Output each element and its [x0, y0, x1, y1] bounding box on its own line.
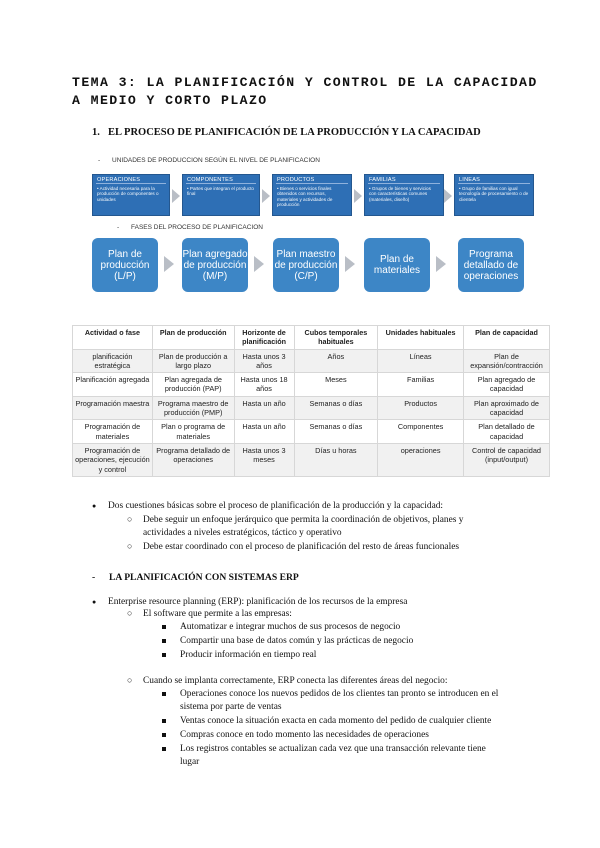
- unit-box-productos: [272, 174, 352, 216]
- table-cell: Plan agregado de capacidad: [464, 373, 550, 397]
- table-cell: Días u horas: [294, 443, 378, 476]
- planning-table: [72, 325, 550, 477]
- table-cell: Semanas o días: [294, 420, 378, 444]
- bullet-text: Operaciones conoce los nuevos pedidos de los clientes tan pronto se introducen en el: [180, 689, 499, 699]
- circle-bullet-icon: ○: [127, 675, 133, 685]
- arrow-icon: [262, 189, 270, 203]
- unit-body: • Grupos de bienes y servicios con características comunes (materiales, diseño): [369, 186, 431, 202]
- square-bullet-icon: [162, 653, 166, 657]
- section-2-title: LA PLANIFICACIÓN CON SISTEMAS ERP: [109, 572, 299, 583]
- square-bullet-icon: [162, 733, 166, 737]
- bullet-text: actividades a niveles estratégicos, táctico y operativo: [143, 528, 342, 538]
- units-heading: - UNIDADES DE PRODUCCION SEGÚN EL NIVEL DE PLANIFICACION: [98, 157, 320, 164]
- arrow-icon: [164, 256, 174, 272]
- table-cell: Plan o programa de materiales: [152, 420, 234, 444]
- unit-box-lineas: [454, 174, 534, 216]
- unit-title: COMPONENTES: [186, 175, 256, 184]
- table-cell: Productos: [378, 396, 464, 420]
- table-cell: Control de capacidad (input/output): [464, 443, 550, 476]
- arrow-icon: [172, 189, 180, 203]
- phase-box-1: Plan de producción (L/P): [92, 238, 158, 292]
- bullet-text: Ventas conoce la situación exacta en cada momento del pedido de cualquier cliente: [180, 716, 492, 726]
- bullet-text: Debe estar coordinado con el proceso de planificación del resto de áreas funcionales: [143, 542, 460, 552]
- table-header: Plan de capacidad: [464, 326, 550, 350]
- table-cell: Programación de materiales: [73, 420, 153, 444]
- table-cell: Plan de producción a largo plazo: [152, 349, 234, 373]
- table-cell: Programación de operaciones, ejecución y control: [73, 443, 153, 476]
- phases-heading: - FASES DEL PROCESO DE PLANIFICACION: [117, 224, 263, 231]
- table-cell: Hasta unos 18 años: [234, 373, 294, 397]
- bullet-dot-icon: ●: [92, 502, 97, 510]
- bullet-text: El software que permite a las empresas:: [143, 609, 292, 619]
- bullet-text: sistema por parte de ventas: [180, 702, 282, 712]
- bullet-text: lugar: [180, 757, 200, 767]
- arrow-icon: [354, 189, 362, 203]
- section-2-dash: -: [92, 572, 96, 583]
- phases-heading-text: FASES DEL PROCESO DE PLANIFICACION: [131, 224, 263, 231]
- table-header-row: [73, 326, 550, 350]
- table-cell: Componentes: [378, 420, 464, 444]
- table-cell: planificación estratégica: [73, 349, 153, 373]
- table-cell: Plan de expansión/contracción: [464, 349, 550, 373]
- section-heading: [92, 127, 481, 138]
- table-cell: Meses: [294, 373, 378, 397]
- table-cell: Planificación agregada: [73, 373, 153, 397]
- unit-title: PRODUCTOS: [276, 175, 348, 184]
- table-cell: Hasta unos 3 meses: [234, 443, 294, 476]
- table-cell: Años: [294, 349, 378, 373]
- table-header: Plan de producción: [152, 326, 234, 350]
- section-2-heading: [92, 572, 299, 583]
- square-bullet-icon: [162, 625, 166, 629]
- bullet-text: Enterprise resource planning (ERP): planificación de los recursos de la empresa: [108, 597, 408, 607]
- table-header: Horizonte de planificación: [234, 326, 294, 350]
- phase-box-4: Plan de materiales: [364, 238, 430, 292]
- table-row: [73, 373, 550, 397]
- circle-bullet-icon: ○: [127, 514, 133, 524]
- bullet-text: Compras conoce en todo momento las necesidades de operaciones: [180, 730, 429, 740]
- arrow-icon: [444, 189, 452, 203]
- table-cell: Hasta unos 3 años: [234, 349, 294, 373]
- unit-body: • Grupo de familias con igual tecnología de procesamiento o de clientela: [459, 186, 529, 202]
- table-row: [73, 420, 550, 444]
- bullet-text: Dos cuestiones básicas sobre el proceso de planificación de la producción y la capacidad:: [108, 501, 444, 511]
- section-number: 1.: [92, 127, 100, 138]
- arrow-icon: [436, 256, 446, 272]
- unit-box-operaciones: [92, 174, 170, 216]
- table-row: [73, 396, 550, 420]
- table-header: Actividad o fase: [73, 326, 153, 350]
- unit-body: • Bienes o servicios finales obtenidos con recursos, materiales y actividades de producción: [277, 186, 333, 208]
- unit-box-componentes: [182, 174, 260, 216]
- phase-box-3: Plan maestro de producción (C/P): [273, 238, 339, 292]
- circle-bullet-icon: ○: [127, 608, 133, 618]
- table-cell: Hasta un año: [234, 396, 294, 420]
- bullet-text: Compartir una base de datos común y las prácticas de negocio: [180, 636, 414, 646]
- table-row: [73, 349, 550, 373]
- phase-box-2: Plan agregado de producción (M/P): [182, 238, 248, 292]
- table-cell: operaciones: [378, 443, 464, 476]
- bullet-text: Producir información en tiempo real: [180, 650, 317, 660]
- table-cell: Programación maestra: [73, 396, 153, 420]
- unit-body: • Partes que integran el producto final: [187, 186, 254, 197]
- table-cell: Plan detallado de capacidad: [464, 420, 550, 444]
- page-title: TEMA 3: LA PLANIFICACIÓN Y CONTROL DE LA CAPACIDAD A MEDIO Y CORTO PLAZO: [72, 75, 538, 108]
- square-bullet-icon: [162, 639, 166, 643]
- table-cell: Programa maestro de producción (PMP): [152, 396, 234, 420]
- units-heading-text: UNIDADES DE PRODUCCION SEGÚN EL NIVEL DE PLANIFICACION: [112, 157, 320, 164]
- square-bullet-icon: [162, 747, 166, 751]
- bullet-text: Debe seguir un enfoque jerárquico que permita la coordinación de objetivos, planes y: [143, 515, 464, 525]
- arrow-icon: [345, 256, 355, 272]
- phase-box-5: Programa detallado de operaciones: [458, 238, 524, 292]
- table-row: [73, 443, 550, 476]
- arrow-icon: [254, 256, 264, 272]
- square-bullet-icon: [162, 692, 166, 696]
- bullet-text: Los registros contables se actualizan cada vez que una transacción relevante tiene: [180, 744, 486, 754]
- bullet-text: Automatizar e integrar muchos de sus procesos de negocio: [180, 622, 401, 632]
- table-cell: Plan agregada de producción (PAP): [152, 373, 234, 397]
- table-cell: Programa detallado de operaciones: [152, 443, 234, 476]
- unit-title: FAMILIAS: [368, 175, 440, 184]
- unit-title: LINEAS: [458, 175, 530, 184]
- bullet-text: Cuando se implanta correctamente, ERP conecta las diferentes áreas del negocio:: [143, 676, 448, 686]
- unit-title: OPERACIONES: [96, 175, 166, 184]
- table-cell: Hasta un año: [234, 420, 294, 444]
- section-title: EL PROCESO DE PLANIFICACIÓN DE LA PRODUCCIÓN Y LA CAPACIDAD: [108, 127, 481, 138]
- table-cell: Familias: [378, 373, 464, 397]
- table-cell: Líneas: [378, 349, 464, 373]
- unit-body: • Actividad necesaria para la producción de componentes o unidades: [97, 186, 159, 202]
- unit-box-familias: [364, 174, 444, 216]
- table-cell: Plan aproximado de capacidad: [464, 396, 550, 420]
- square-bullet-icon: [162, 719, 166, 723]
- circle-bullet-icon: ○: [127, 541, 133, 551]
- table-header: Cubos temporales habituales: [294, 326, 378, 350]
- table-header: Unidades habituales: [378, 326, 464, 350]
- table-cell: Semanas o días: [294, 396, 378, 420]
- bullet-dot-icon: ●: [92, 598, 97, 606]
